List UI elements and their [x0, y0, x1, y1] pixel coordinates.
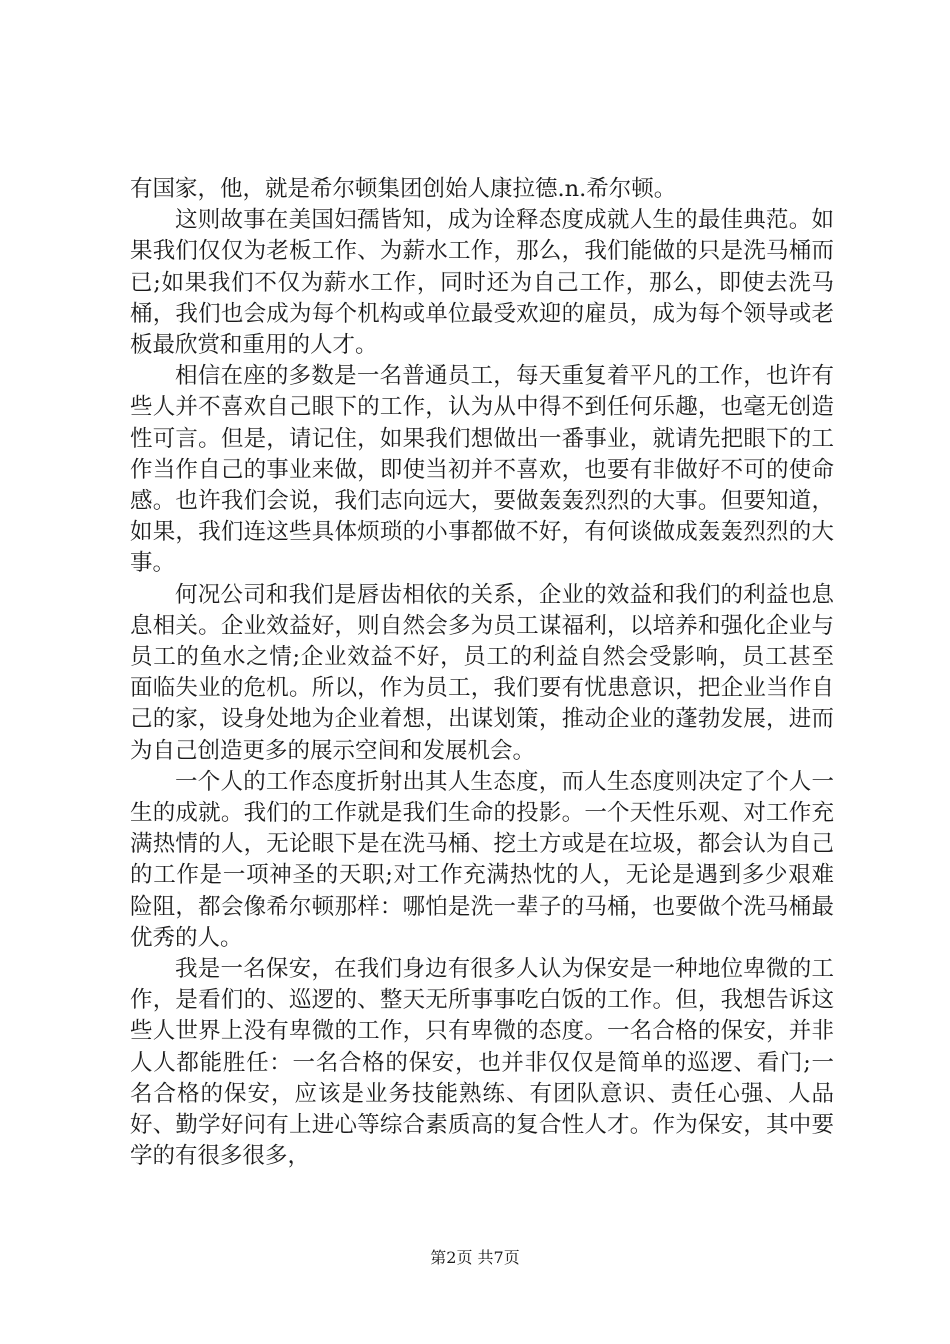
page-number-footer: 第2页 共7页: [430, 1248, 520, 1267]
paragraph: 一个人的工作态度折射出其人生态度，而人生态度则决定了个人一生的成就。我们的工作就是我们生命的投影。一个天性乐观、对工作充满热情的人，无论眼下是在洗马桶、挖土方或是在垃圾，都会认为自己的工作是一项神圣的天职;对工作充满热忱的人，无论是遇到多少艰难险阻，都会像希尔顿那样：哪怕是洗一辈子的马桶，也要做个洗马桶最优秀的人。: [130, 768, 834, 951]
paragraph: 何况公司和我们是唇齿相依的关系，企业的效益和我们的利益也息息相关。企业效益好，则自然会多为员工谋福利，以培养和强化企业与员工的鱼水之情;企业效益不好，员工的利益自然会受影响，员工甚至面临失业的危机。所以，作为员工，我们要有忧患意识，把企业当作自己的家，设身处地为企业着想，出谋划策，推动企业的蓬勃发展，进而为自己创造更多的展示空间和发展机会。: [130, 581, 834, 764]
paragraph: 我是一名保安，在我们身边有很多人认为保安是一种地位卑微的工作，是看们的、巡逻的、整天无所事事吃白饭的工作。但，我想告诉这些人世界上没有卑微的工作，只有卑微的态度。一名合格的保安，并非人人都能胜任：一名合格的保安，也并非仅仅是简单的巡逻、看门;一名合格的保安，应该是业务技能熟练、有团队意识、责任心强、人品好、勤学好问有上进心等综合素质高的复合性人才。作为保安，其中要学的有很多很多，: [130, 956, 834, 1170]
paragraph: 相信在座的多数是一名普通员工，每天重复着平凡的工作，也许有些人并不喜欢自己眼下的工作，认为从中得不到任何乐趣，也毫无创造性可言。但是，请记住，如果我们想做出一番事业，就请先把眼下的工作当作自己的事业来做，即使当初并不喜欢，也要有非做好不可的使命感。也许我们会说，我们志向远大，要做轰轰烈烈的大事。但要知道，如果，我们连这些具体烦琐的小事都做不好，有何谈做成轰轰烈烈的大事。: [130, 363, 834, 577]
document-body: [130, 174, 834, 1173]
paragraph: 这则故事在美国妇孺皆知，成为诠释态度成就人生的最佳典范。如果我们仅仅为老板工作、为薪水工作，那么，我们能做的只是洗马桶而已;如果我们不仅为薪水工作，同时还为自己工作，那么，即使去洗马桶，我们也会成为每个机构或单位最受欢迎的雇员，成为每个领导或老板最欣赏和重用的人才。: [130, 207, 834, 359]
paragraph-continuation: 有国家，他，就是希尔顿集团创始人康拉德.n.希尔顿。: [130, 176, 677, 202]
